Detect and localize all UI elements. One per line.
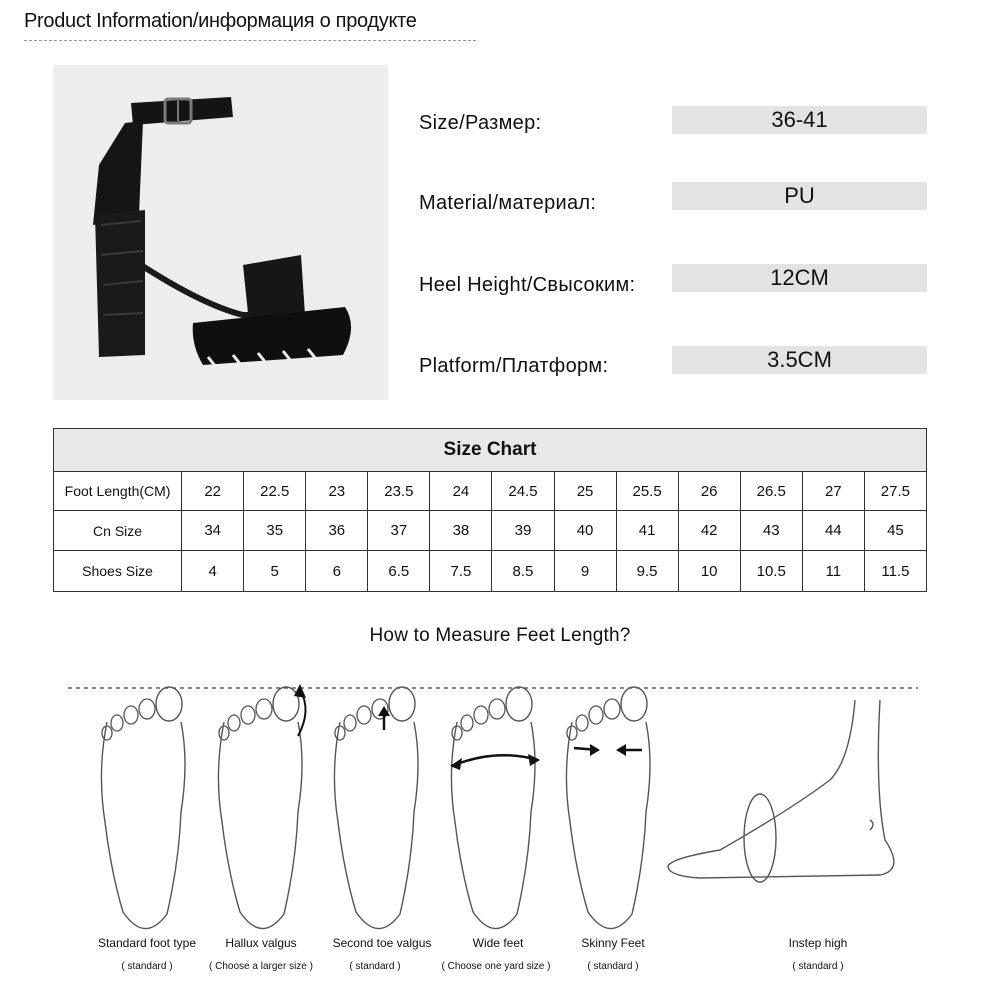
skinny-foot-icon [566,687,650,929]
row-label-cn-size: Cn Size [54,511,182,551]
foot-type-note: ( Choose a larger size ) [209,961,313,972]
table-cell: 9 [554,551,616,592]
table-cell: 10 [678,551,740,592]
spec-value-platform: 3.5CM [672,346,927,374]
table-cell: 36 [306,511,368,551]
wide-foot-icon [451,687,535,929]
product-image [53,65,388,400]
foot-type-note: ( standard ) [792,961,844,972]
table-cell: 10.5 [740,551,802,592]
row-label-shoes-size: Shoes Size [54,551,182,592]
table-cell: 8.5 [492,551,554,592]
table-cell: 23.5 [368,472,430,511]
table-cell: 25.5 [616,472,678,511]
inward-arrows-icon [574,748,642,750]
size-chart-table [53,428,927,592]
table-cell: 43 [740,511,802,551]
standard-foot-icon [101,687,185,929]
spec-label-heel-height: Heel Height/Свысоким: [419,274,636,296]
spec-label-material: Material/материал: [419,192,597,214]
table-cell: 27 [802,472,864,511]
table-cell: 24.5 [492,472,554,511]
table-cell: 34 [182,511,244,551]
table-cell: 24 [430,472,492,511]
instep-high-foot-icon [668,700,894,882]
table-row [54,511,927,551]
spec-value-material: PU [672,182,927,210]
table-cell: 39 [492,511,554,551]
size-chart-title: Size Chart [54,429,927,472]
foot-type-label: Hallux valgus [225,936,297,950]
sandal-illustration [53,65,388,400]
table-cell: 6.5 [368,551,430,592]
spec-label-platform: Platform/Платформ: [419,355,609,377]
foot-type-label: Wide feet [472,936,524,950]
foot-type-label: Standard foot type [97,936,197,950]
table-cell: 4 [182,551,244,592]
measure-title: How to Measure Feet Length? [369,625,631,646]
table-cell: 40 [554,511,616,551]
foot-type-label: Skinny Feet [581,936,645,950]
table-cell: 26 [678,472,740,511]
row-label-foot-length: Foot Length(CM) [54,472,182,511]
foot-type-note: ( standard ) [349,961,401,972]
foot-type-note: ( standard ) [121,961,173,972]
table-cell: 6 [306,551,368,592]
table-cell: 41 [616,511,678,551]
table-cell: 22 [182,472,244,511]
table-cell: 26.5 [740,472,802,511]
feet-diagram [0,670,1000,940]
table-cell: 11.5 [864,551,926,592]
table-row [54,472,927,511]
table-cell: 5 [244,551,306,592]
spec-label-size: Size/Размер: [419,112,542,134]
table-cell: 22.5 [244,472,306,511]
table-cell: 38 [430,511,492,551]
table-cell: 42 [678,511,740,551]
foot-type-note: ( Choose one yard size ) [441,961,551,972]
title-divider [24,40,476,41]
table-cell: 23 [306,472,368,511]
table-cell: 11 [802,551,864,592]
table-cell: 45 [864,511,926,551]
second-toe-valgus-foot-icon [334,687,418,929]
spec-value-heel-height: 12CM [672,264,927,292]
table-cell: 27.5 [864,472,926,511]
foot-type-label: Instep high [788,936,848,950]
hallux-valgus-foot-icon [218,687,302,929]
table-cell: 25 [554,472,616,511]
table-cell: 37 [368,511,430,551]
table-cell: 35 [244,511,306,551]
width-arrow-icon [452,755,538,766]
foot-type-note: ( standard ) [587,961,639,972]
spec-value-size: 36-41 [672,106,927,134]
page-title: Product Information/информация о продукте [24,10,417,32]
foot-type-label: Second toe valgus [332,936,432,950]
table-cell: 7.5 [430,551,492,592]
table-row [54,551,927,592]
table-cell: 9.5 [616,551,678,592]
table-cell: 44 [802,511,864,551]
